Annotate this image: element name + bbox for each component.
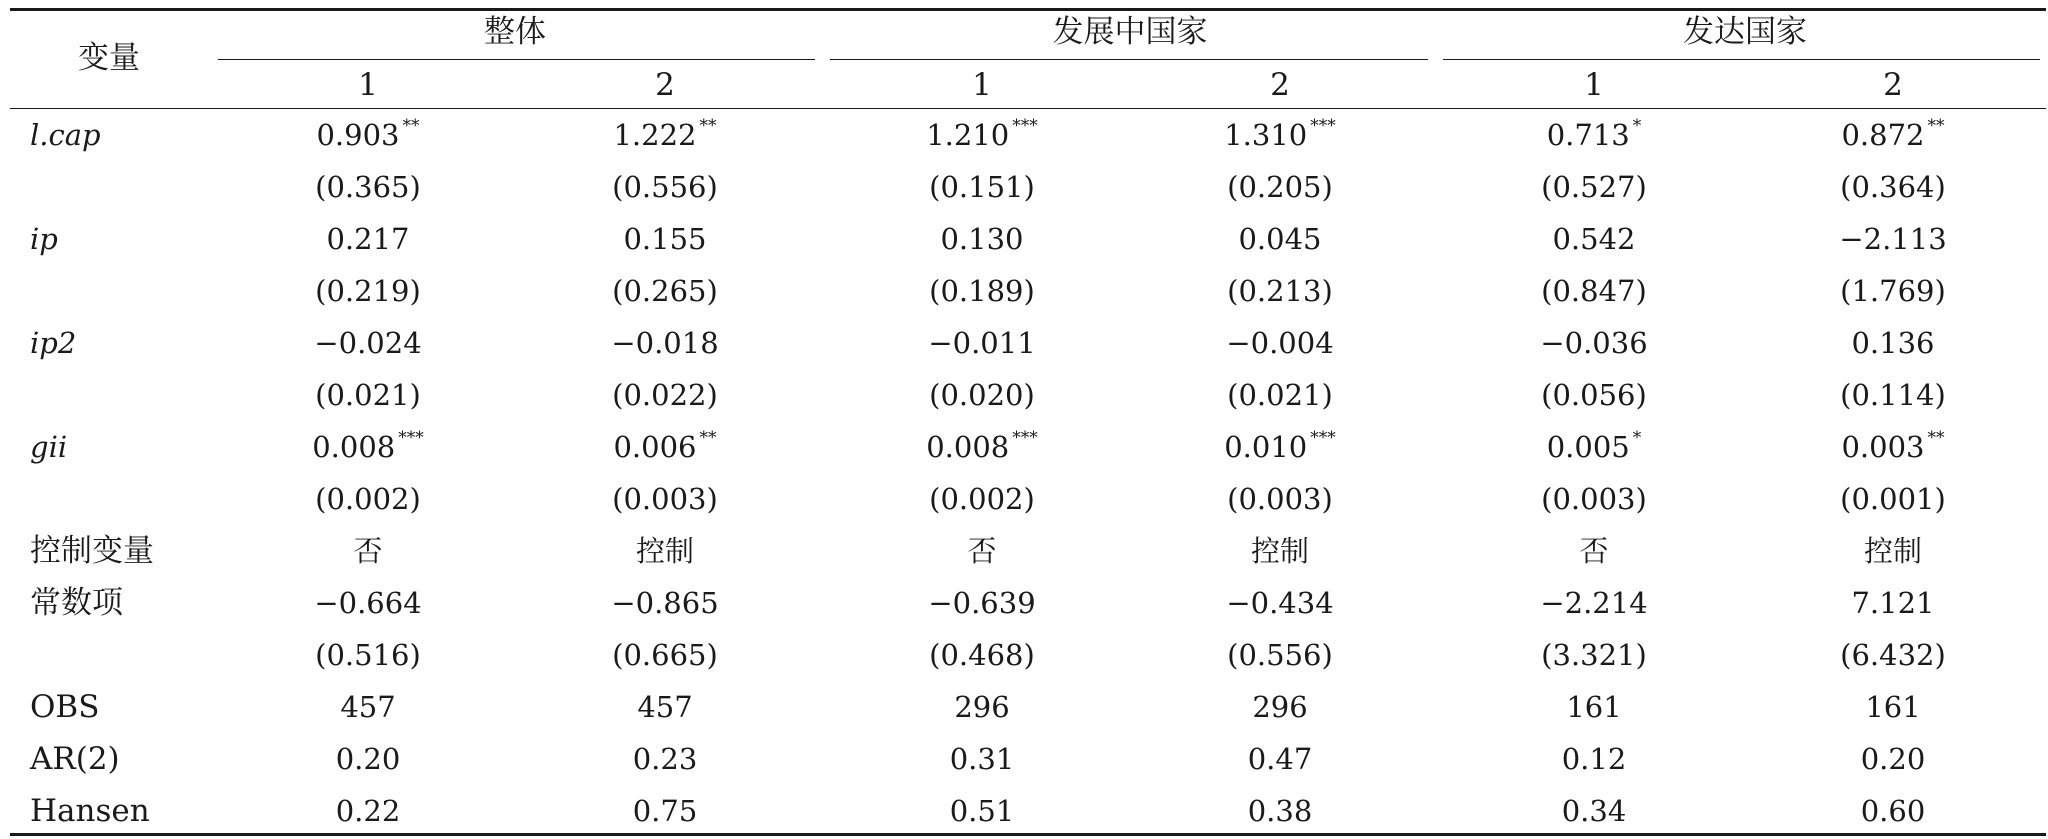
- table-cell: [611, 323, 718, 363]
- cell-value: 否: [353, 534, 383, 568]
- cell-value: 0.155: [623, 222, 707, 256]
- cell-value: 0.005: [1546, 430, 1630, 464]
- cell-value: 0.217: [326, 222, 410, 256]
- header-group-rule: [1443, 59, 2040, 60]
- significance-stars: **: [699, 428, 717, 448]
- table-cell: [315, 375, 421, 415]
- header-group-rule: [218, 59, 815, 60]
- table-cell: [929, 635, 1035, 675]
- table-cell: [1547, 115, 1642, 155]
- cell-value: 0.010: [1224, 430, 1308, 464]
- cell-value: −2.214: [1540, 586, 1648, 620]
- cell-value: 0.23: [632, 742, 698, 776]
- cell-value: 1.210: [926, 118, 1010, 152]
- table-cell: [1851, 583, 1934, 623]
- table-cell: [1540, 323, 1647, 363]
- row-label: gii: [30, 430, 68, 464]
- table-cell: [636, 531, 694, 571]
- table-cell: [1865, 687, 1920, 727]
- cell-value: 296: [1252, 690, 1308, 724]
- cell-value: 457: [637, 690, 693, 724]
- cell-value: (0.020): [929, 378, 1035, 412]
- row-label: 控制变量: [30, 533, 154, 569]
- table-cell: [926, 427, 1038, 467]
- cell-value: 0.60: [1860, 794, 1926, 828]
- table-cell: [1562, 791, 1627, 831]
- cell-value: (0.213): [1227, 274, 1333, 308]
- cell-value: 0.136: [1851, 326, 1935, 360]
- table-cell: [1238, 219, 1321, 259]
- table-cell: [954, 687, 1009, 727]
- table-cell: [1227, 271, 1333, 311]
- table-cell: [1840, 635, 1946, 675]
- cell-value: 0.713: [1546, 118, 1630, 152]
- table-cell: [1224, 115, 1336, 155]
- table-cell: [1861, 739, 1926, 779]
- table-cell: [613, 115, 716, 155]
- table-cell: [950, 739, 1015, 779]
- cell-value: (0.847): [1541, 274, 1647, 308]
- table-cell: [1227, 375, 1333, 415]
- table-cell: [950, 791, 1015, 831]
- table-cell: [929, 271, 1035, 311]
- table-cell: [1566, 687, 1621, 727]
- table-cell: [1227, 479, 1333, 519]
- cell-value: −0.018: [611, 326, 719, 360]
- cell-value: (0.219): [315, 274, 421, 308]
- table-cell: [929, 167, 1035, 207]
- cell-value: 0.12: [1561, 742, 1627, 776]
- cell-value: (0.468): [929, 638, 1035, 672]
- row-label: OBS: [30, 689, 100, 725]
- cell-value: 0.20: [335, 742, 401, 776]
- cell-value: (0.364): [1840, 170, 1946, 204]
- table-cell: [1541, 271, 1647, 311]
- cell-value: (0.556): [612, 170, 718, 204]
- table-cell: [1541, 167, 1647, 207]
- cell-value: 296: [954, 690, 1010, 724]
- cell-value: (3.321): [1541, 638, 1647, 672]
- table-cell: [1840, 167, 1946, 207]
- cell-value: 0.47: [1247, 742, 1313, 776]
- cell-value: 控制: [1863, 534, 1923, 568]
- table-cell: [1227, 167, 1333, 207]
- table-cell: [1562, 739, 1627, 779]
- cell-value: (0.205): [1227, 170, 1333, 204]
- cell-value: (0.265): [612, 274, 718, 308]
- row-label: Hansen: [30, 793, 150, 829]
- cell-value: 0.20: [1860, 742, 1926, 776]
- table-cell: [1840, 479, 1946, 519]
- cell-value: (0.665): [612, 638, 718, 672]
- cell-value: (0.556): [1227, 638, 1333, 672]
- table-cell: [1226, 323, 1333, 363]
- significance-stars: ***: [398, 428, 424, 448]
- significance-stars: ***: [1310, 428, 1336, 448]
- row-label: ip2: [30, 326, 77, 360]
- cell-value: 7.121: [1851, 586, 1935, 620]
- significance-stars: **: [402, 116, 420, 136]
- cell-value: 0.130: [940, 222, 1024, 256]
- cell-value: −0.664: [314, 586, 422, 620]
- table-cell: [315, 479, 421, 519]
- significance-stars: ***: [1012, 428, 1038, 448]
- cell-value: (0.002): [315, 482, 421, 516]
- cell-value: 161: [1865, 690, 1921, 724]
- cell-value: −0.434: [1226, 586, 1334, 620]
- table-cell: [1552, 219, 1635, 259]
- table-cell: [1540, 583, 1647, 623]
- table-cell: [1840, 375, 1946, 415]
- cell-value: (0.021): [315, 378, 421, 412]
- table-cell: [623, 219, 706, 259]
- row-label: l.cap: [30, 118, 101, 152]
- cell-value: 0.045: [1238, 222, 1322, 256]
- table-cell: [926, 115, 1038, 155]
- cell-value: 0.006: [613, 430, 697, 464]
- cell-value: −0.639: [928, 586, 1036, 620]
- cell-value: 0.75: [632, 794, 698, 828]
- table-cell: [1841, 427, 1944, 467]
- cell-value: (0.151): [929, 170, 1035, 204]
- cell-value: −0.024: [314, 326, 422, 360]
- header-bottom-rule: [10, 108, 2046, 109]
- significance-stars: *: [1632, 428, 1642, 448]
- table-cell: [633, 791, 698, 831]
- table-cell: [1541, 635, 1647, 675]
- table-cell: [1840, 271, 1946, 311]
- table-cell: [312, 427, 424, 467]
- table-cell: [314, 323, 421, 363]
- significance-stars: **: [699, 116, 717, 136]
- cell-value: 0.34: [1561, 794, 1627, 828]
- cell-value: (0.003): [1227, 482, 1333, 516]
- cell-value: 0.008: [926, 430, 1010, 464]
- cell-value: (0.516): [315, 638, 421, 672]
- table-cell: [637, 687, 692, 727]
- cell-value: −0.865: [611, 586, 719, 620]
- cell-value: 0.872: [1841, 118, 1925, 152]
- table-cell: [1224, 427, 1336, 467]
- significance-stars: ***: [1012, 116, 1038, 136]
- header-column-number: 1: [972, 67, 992, 103]
- header-group: 整体: [484, 14, 546, 50]
- table-cell: [315, 271, 421, 311]
- cell-value: 0.51: [949, 794, 1015, 828]
- table-cell: [1841, 115, 1944, 155]
- table-cell: [967, 531, 996, 571]
- significance-stars: **: [1927, 116, 1945, 136]
- table-cell: [612, 479, 718, 519]
- table-cell: [612, 375, 718, 415]
- table-cell: [326, 219, 409, 259]
- significance-stars: *: [1632, 116, 1642, 136]
- cell-value: 否: [1579, 534, 1609, 568]
- header-column-number: 1: [358, 67, 378, 103]
- table-cell: [1227, 635, 1333, 675]
- table-cell: [315, 167, 421, 207]
- cell-value: −0.036: [1540, 326, 1648, 360]
- table-cell: [336, 791, 401, 831]
- cell-value: 0.542: [1552, 222, 1636, 256]
- table-cell: [1541, 375, 1647, 415]
- header-column-number: 2: [655, 67, 675, 103]
- cell-value: 否: [967, 534, 997, 568]
- table-cell: [1541, 479, 1647, 519]
- table-cell: [1248, 739, 1313, 779]
- table-cell: [1864, 531, 1922, 571]
- table-cell: [1248, 791, 1313, 831]
- table-cell: [612, 635, 718, 675]
- significance-stars: ***: [1310, 116, 1336, 136]
- cell-value: (0.527): [1541, 170, 1647, 204]
- table-cell: [1547, 427, 1642, 467]
- cell-value: 0.903: [316, 118, 400, 152]
- significance-stars: **: [1927, 428, 1945, 448]
- table-cell: [1252, 687, 1307, 727]
- table-cell: [928, 583, 1035, 623]
- cell-value: (1.769): [1840, 274, 1946, 308]
- row-label: 常数项: [30, 585, 123, 621]
- table-cell: [353, 531, 382, 571]
- cell-value: (0.365): [315, 170, 421, 204]
- cell-value: (0.114): [1840, 378, 1946, 412]
- cell-value: 0.003: [1841, 430, 1925, 464]
- cell-value: −0.004: [1226, 326, 1334, 360]
- table-cell: [612, 271, 718, 311]
- cell-value: (6.432): [1840, 638, 1946, 672]
- table-cell: [611, 583, 718, 623]
- cell-value: 0.22: [335, 794, 401, 828]
- table-cell: [612, 167, 718, 207]
- table-cell: [928, 323, 1035, 363]
- table-cell: [1251, 531, 1309, 571]
- cell-value: 控制: [1250, 534, 1310, 568]
- table-cell: [1861, 791, 1926, 831]
- table-cell: [940, 219, 1023, 259]
- cell-value: 161: [1566, 690, 1622, 724]
- cell-value: 0.31: [949, 742, 1015, 776]
- table-cell: [314, 583, 421, 623]
- row-label: AR(2): [30, 741, 120, 777]
- table-cell: [316, 115, 419, 155]
- header-column-number: 1: [1584, 67, 1604, 103]
- header-group: 发达国家: [1683, 14, 1807, 50]
- cell-value: (0.003): [612, 482, 718, 516]
- cell-value: 457: [340, 690, 396, 724]
- cell-value: (0.022): [612, 378, 718, 412]
- table-cell: [929, 479, 1035, 519]
- cell-value: 1.310: [1224, 118, 1308, 152]
- cell-value: −0.011: [928, 326, 1036, 360]
- cell-value: (0.001): [1840, 482, 1946, 516]
- table-cell: [315, 635, 421, 675]
- header-column-number: 2: [1883, 67, 1903, 103]
- table-cell: [929, 375, 1035, 415]
- table-cell: [1839, 219, 1946, 259]
- table-cell: [1851, 323, 1934, 363]
- cell-value: (0.003): [1541, 482, 1647, 516]
- header-group-rule: [830, 59, 1428, 60]
- cell-value: 0.008: [312, 430, 396, 464]
- cell-value: 0.38: [1247, 794, 1313, 828]
- table-cell: [1579, 531, 1608, 571]
- cell-value: (0.056): [1541, 378, 1647, 412]
- header-column-number: 2: [1270, 67, 1290, 103]
- table-cell: [1226, 583, 1333, 623]
- table-cell: [336, 739, 401, 779]
- table-cell: [613, 427, 716, 467]
- header-variable: 变量: [78, 40, 140, 76]
- cell-value: (0.189): [929, 274, 1035, 308]
- cell-value: 1.222: [613, 118, 697, 152]
- row-label: ip: [30, 222, 58, 256]
- table-cell: [633, 739, 698, 779]
- header-group: 发展中国家: [1052, 14, 1208, 50]
- cell-value: (0.021): [1227, 378, 1333, 412]
- cell-value: (0.002): [929, 482, 1035, 516]
- table-cell: [340, 687, 395, 727]
- cell-value: −2.113: [1839, 222, 1947, 256]
- cell-value: 控制: [635, 534, 695, 568]
